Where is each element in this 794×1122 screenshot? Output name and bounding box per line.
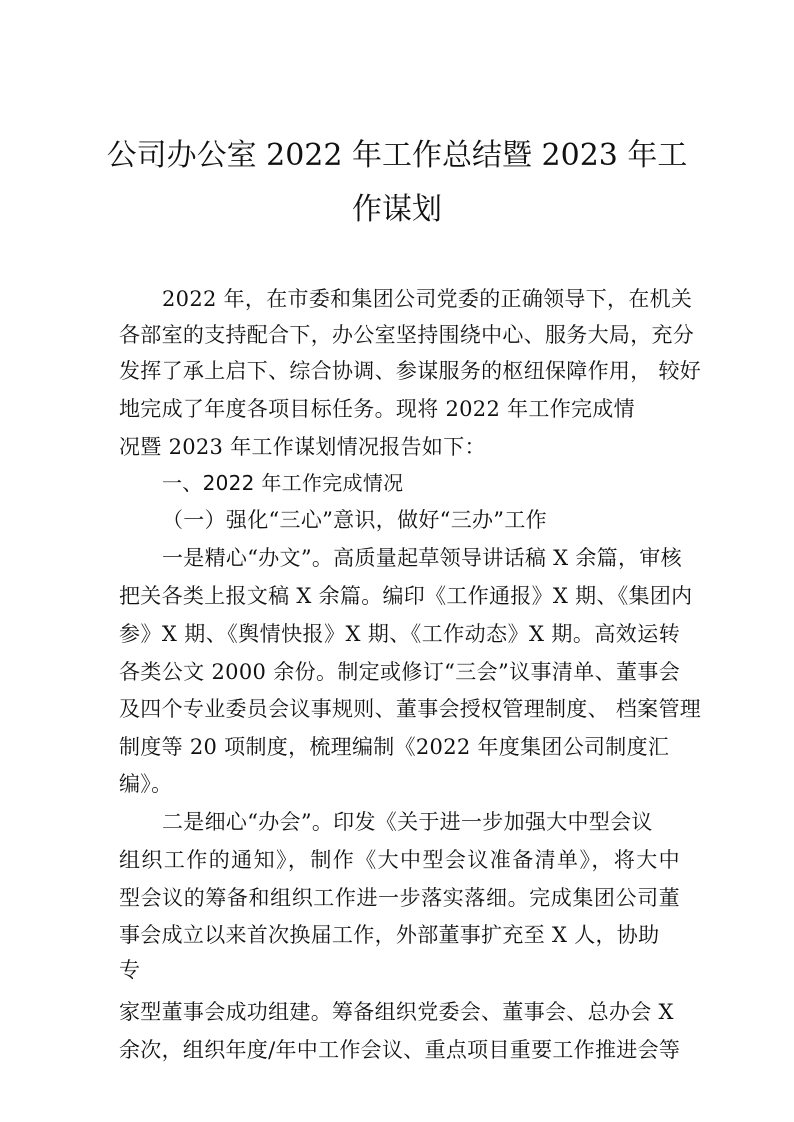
intro-line: 各部室的支持配合下，办公室坚持围绕中心、服务大局，充分 — [119, 323, 695, 347]
body-line: 各类公文 2000 余份。制定或修订“三会”议事清单、董事会 — [119, 660, 680, 684]
body-line: 制度等 20 项制度，梳理编制《2022 年度集团公司制度汇 — [119, 735, 670, 759]
body-line: 一是精心“办文”。高质量起草领导讲话稿 X 余篇，审核 — [162, 546, 682, 570]
body-line: 家型董事会成功组建。筹备组织党委会、董事会、总办会 X — [119, 1000, 674, 1024]
subsection-heading: （一）强化“三心”意识，做好“三办”工作 — [162, 508, 547, 532]
intro-line: 2022 年，在市委和集团公司党委的正确领导下，在机关 — [162, 287, 693, 311]
section-heading: 一、2022 年工作完成情况 — [162, 471, 404, 495]
body-line: 余次，组织年度/年中工作会议、重点项目重要工作推进会等 — [119, 1038, 681, 1062]
body-line: 事会成立以来首次换届工作，外部董事扩充至 X 人，协助 — [119, 923, 660, 947]
document-title-line-2: 作谋划 — [352, 192, 442, 227]
body-line: 及四个专业委员会议事规则、董事会授权管理制度、 档案管理 — [119, 697, 702, 721]
intro-line: 况暨 2023 年工作谋划情况报告如下： — [119, 435, 486, 459]
body-line: 参》X 期、《舆情快报》X 期、《工作动态》X 期。高效运转 — [119, 622, 680, 646]
body-line: 把关各类上报文稿 X 余篇。编印《工作通报》X 期、《集团内 — [119, 584, 693, 608]
intro-line: 发挥了承上启下、综合协调、参谋服务的枢纽保障作用， 较好 — [119, 359, 702, 383]
body-line: 组织工作的通知》，制作《大中型会议准备清单》，将大中 — [119, 848, 680, 872]
body-line: 二是细心“办会”。印发《关于进一步加强大中型会议 — [162, 810, 653, 834]
body-line: 型会议的筹备和组织工作进一步落实落细。完成集团公司董 — [119, 886, 680, 910]
body-line: 编》。 — [119, 772, 173, 796]
body-line: 专 — [119, 958, 141, 982]
document-title-line-1: 公司办公室 2022 年工作总结暨 2023 年工 — [106, 138, 688, 173]
intro-line: 地完成了年度各项目标任务。现将 2022 年工作完成情 — [119, 397, 635, 421]
